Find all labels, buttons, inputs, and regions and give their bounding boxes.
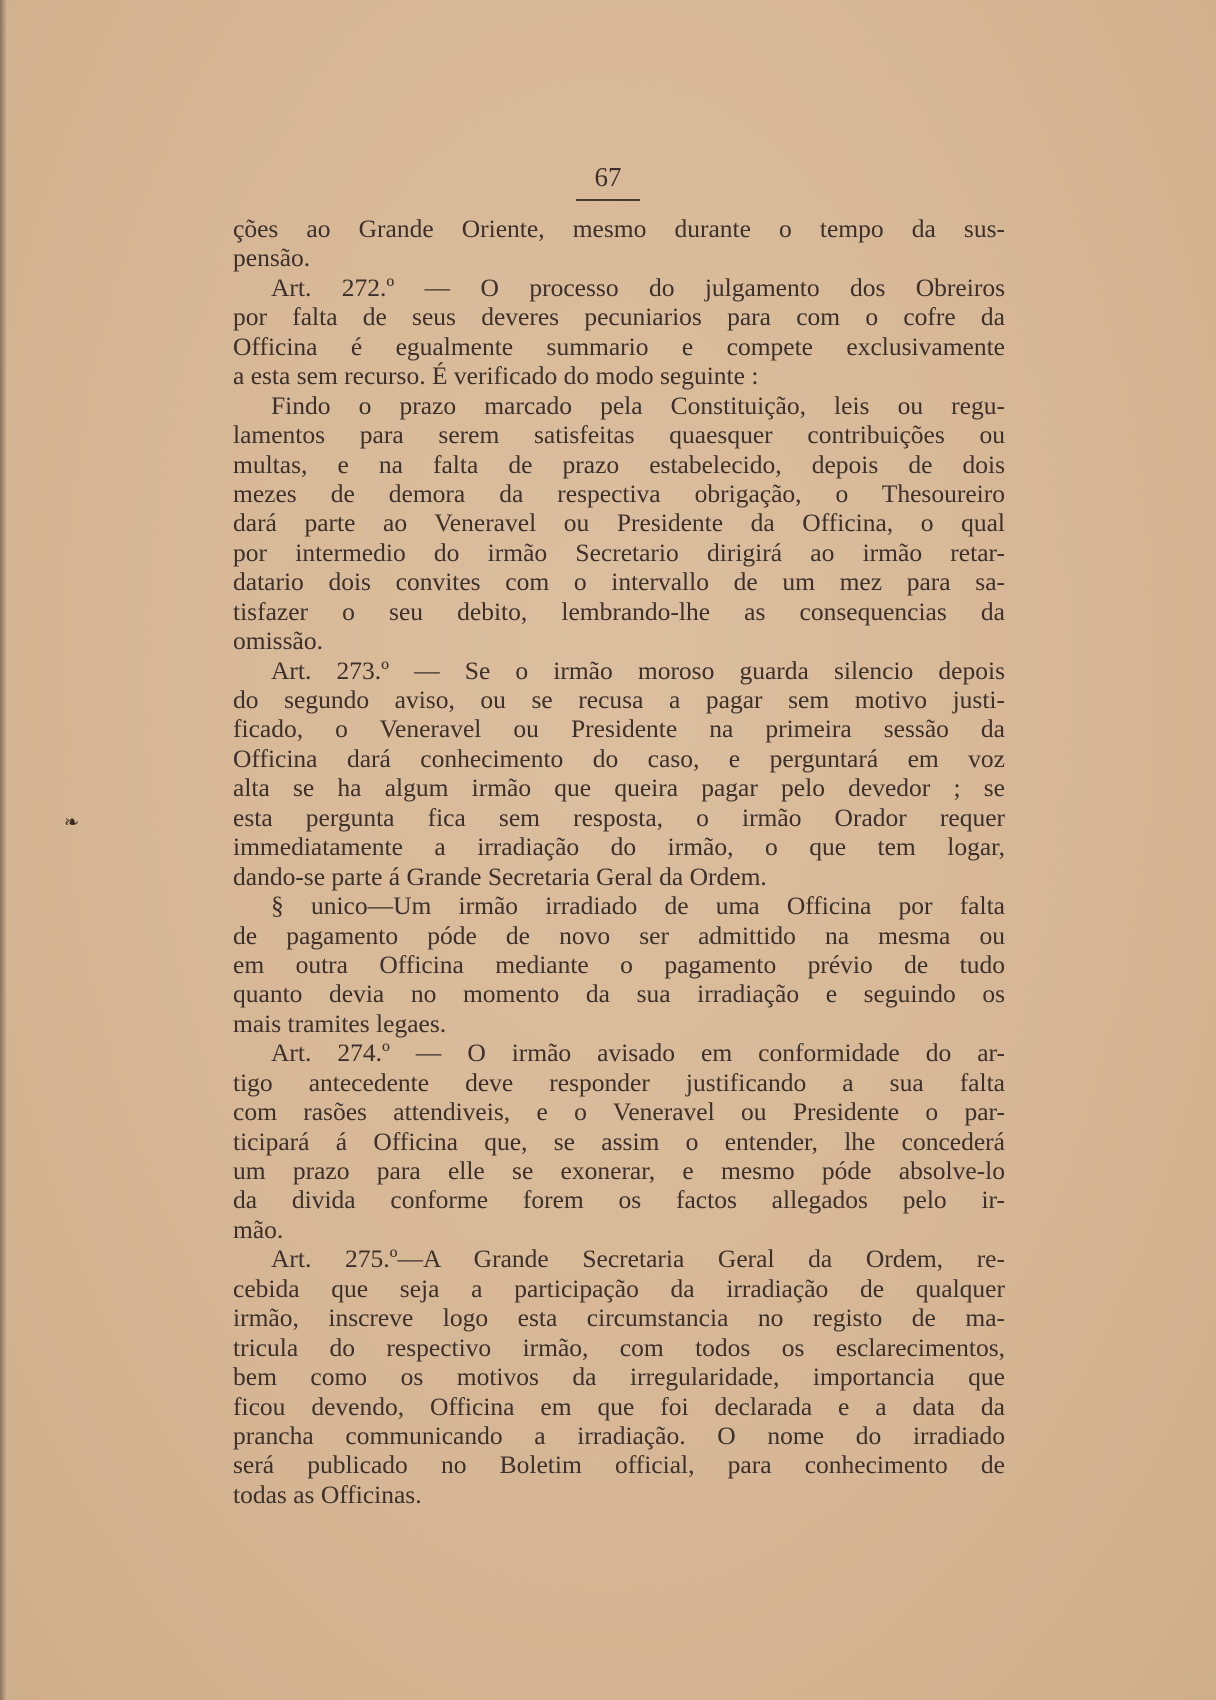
body-text — [233, 214, 1005, 1509]
page-binding-edge — [0, 0, 6, 1700]
paragraph — [233, 1038, 1005, 1244]
text-line: tisfazer o seu debito, lembrando-lhe as consequencias da — [233, 596, 1005, 626]
text-line: tricula do respectivo irmão, com todos os esclarecimentos, — [233, 1332, 1005, 1362]
text-line: immediatamente a irradiação do irmão, o que tem logar, — [233, 832, 1005, 862]
text-line: irmão, inscreve logo esta circumstancia no registo de ma- — [233, 1303, 1005, 1333]
text-line: Art. 273.º — Se o irmão moroso guarda silencio depois — [271, 655, 1005, 685]
text-line: por falta de seus deveres pecuniarios para com o cofre da — [233, 302, 1005, 332]
paragraph — [233, 656, 1005, 892]
paragraph — [233, 273, 1005, 391]
text-line: Art. 274.º — O irmão avisado em conformidade do ar- — [271, 1038, 1005, 1068]
text-line: esta pergunta fica sem resposta, o irmão Orador requer — [233, 802, 1005, 832]
text-line: ticipará á Officina que, se assim o entender, lhe concederá — [233, 1126, 1005, 1156]
text-line: § unico—Um irmão irradiado de uma Officina por falta — [271, 891, 1005, 921]
text-line: Art. 275.º—A Grande Secretaria Geral da Ordem, re- — [271, 1244, 1005, 1274]
text-line: alta se ha algum irmão que queira pagar pelo devedor ; se — [233, 773, 1005, 803]
text-line: quanto devia no momento da sua irradiação e seguindo os — [233, 979, 1005, 1009]
text-line: dando-se parte á Grande Secretaria Geral da Ordem. — [233, 861, 767, 891]
text-line: lamentos para serem satisfeitas quaesquer contribuições ou — [233, 420, 1005, 450]
text-line: todas as Officinas. — [233, 1479, 422, 1509]
text-line: com rasões attendiveis, e o Veneravel ou Presidente o par- — [233, 1097, 1005, 1127]
text-line: de pagamento póde de novo ser admittido na mesma ou — [233, 920, 1005, 950]
paragraph — [233, 891, 1005, 1038]
text-line: bem como os motivos da irregularidade, importancia que — [233, 1362, 1005, 1392]
text-line: mão. — [233, 1214, 284, 1244]
paragraph — [233, 214, 1005, 273]
page-number: 67 — [594, 162, 622, 192]
text-line: um prazo para elle se exonerar, e mesmo póde absolve-lo — [233, 1156, 1005, 1185]
paragraph — [233, 1244, 1005, 1509]
text-line: Officina é egualmente summario e compete exclusivamente — [233, 331, 1005, 361]
text-line: prancha communicando a irradiação. O nome do irradiado — [233, 1420, 1005, 1450]
text-line: em outra Officina mediante o pagamento prévio de tudo — [233, 949, 1005, 979]
text-line: Art. 272.º — O processo do julgamento dos Obreiros — [271, 272, 1005, 302]
text-line: por intermedio do irmão Secretario dirigirá ao irmão retar- — [233, 537, 1005, 567]
text-line: tigo antecedente deve responder justificando a sua falta — [233, 1067, 1005, 1097]
text-line: ficou devendo, Officina em que foi declarada e a data da — [233, 1391, 1005, 1421]
text-line: ficado, o Veneravel ou Presidente na primeira sessão da — [233, 714, 1005, 744]
text-line: omissão. — [233, 626, 323, 656]
text-line: Findo o prazo marcado pela Constituição, leis ou regu- — [271, 390, 1005, 420]
ink-blot-mark: ❧ — [64, 812, 80, 832]
text-line: do segundo aviso, ou se recusa a pagar sem motivo justi- — [233, 685, 1005, 714]
text-line: Officina dará conhecimento do caso, e perguntará em voz — [233, 743, 1005, 773]
text-line: multas, e na falta de prazo estabelecido, depois de dois — [233, 449, 1005, 479]
text-line: cebida que seja a participação da irradiação de qualquer — [233, 1273, 1005, 1303]
text-line: dará parte ao Veneravel ou Presidente da Officina, o qual — [233, 508, 1005, 538]
text-line: será publicado no Boletim official, para conhecimento de — [233, 1450, 1005, 1480]
text-line: a esta sem recurso. É verificado do modo seguinte : — [233, 361, 759, 391]
text-line: da divida conforme forem os factos allegados pelo ir- — [233, 1185, 1005, 1215]
text-line: mezes de demora da respectiva obrigação, o Thesoureiro — [233, 478, 1005, 508]
text-line: mais tramites legaes. — [233, 1008, 447, 1038]
text-line: pensão. — [233, 243, 311, 273]
text-line: ções ao Grande Oriente, mesmo durante o tempo da sus- — [233, 214, 1005, 243]
page-number-rule — [576, 199, 640, 201]
text-line: datario dois convites com o intervallo de um mez para sa- — [233, 567, 1005, 597]
paragraph — [233, 391, 1005, 656]
